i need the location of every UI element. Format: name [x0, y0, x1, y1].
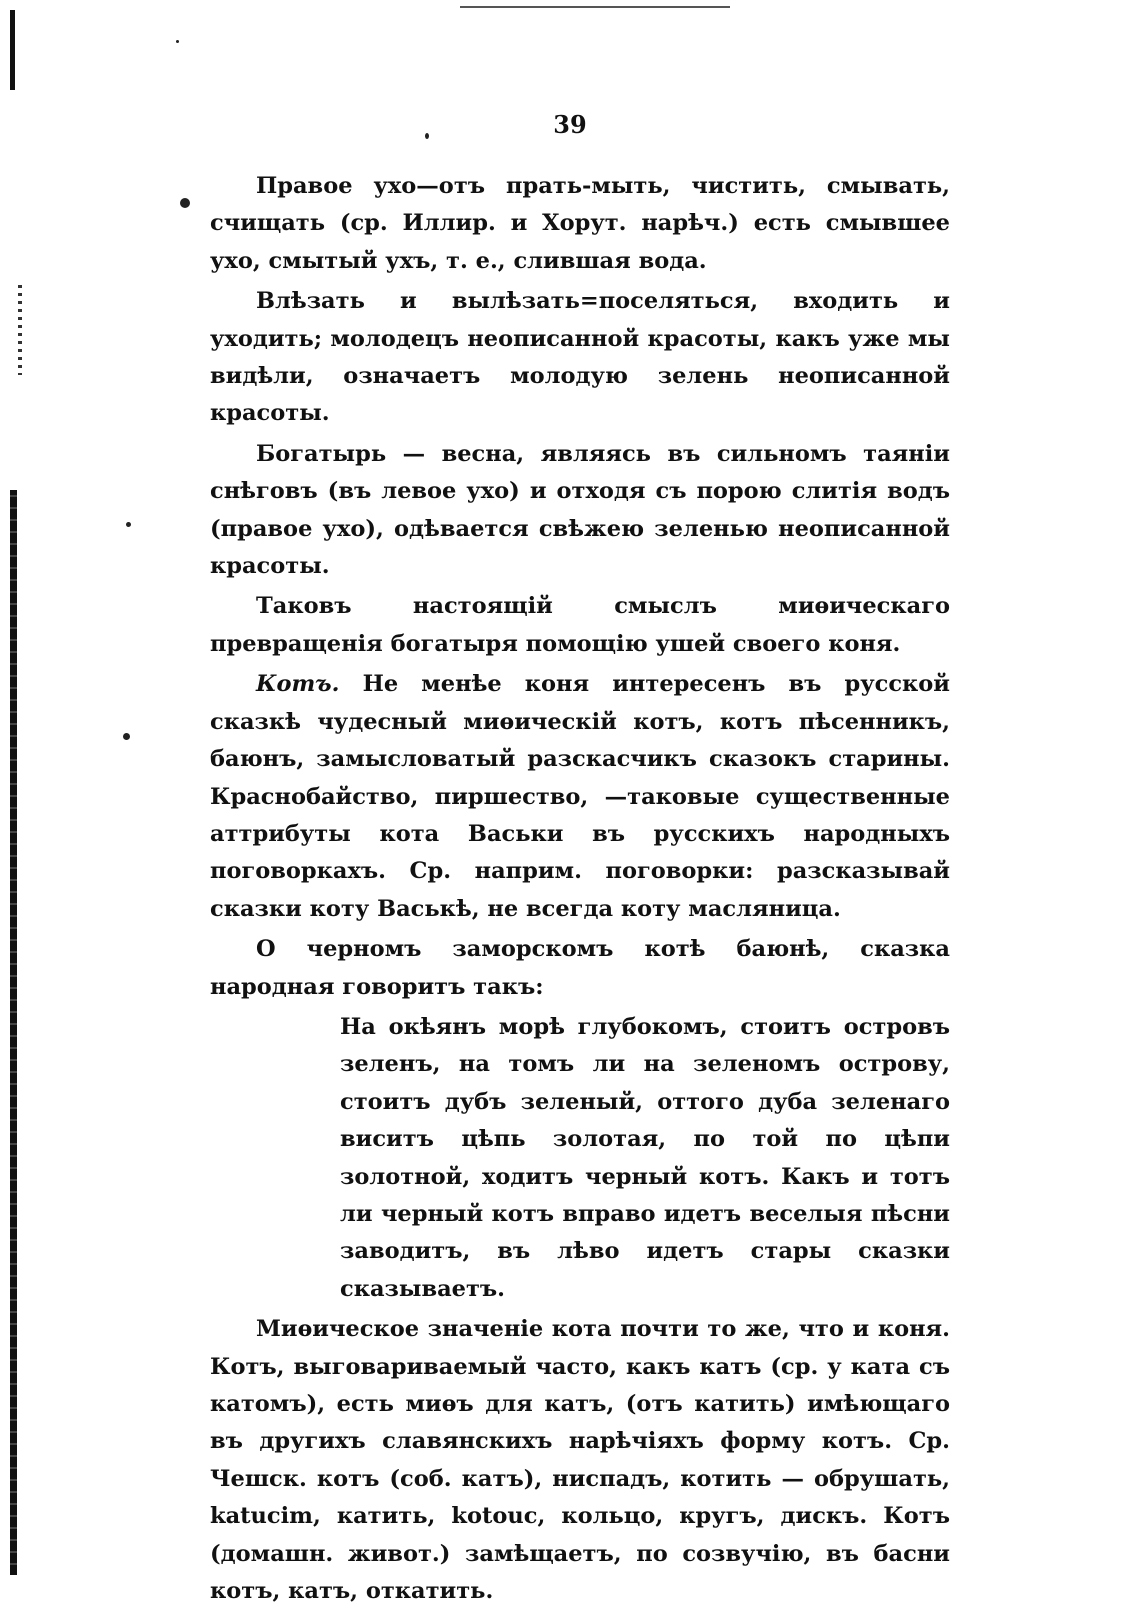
text-body: [210, 168, 950, 1613]
paragraph-cat-text: Не менѣе коня интересенъ въ русской сказкѣ чудесный миѳическiй котъ, котъ пѣсенникъ, баюнъ, замысловатый разскасчикъ сказокъ старины. Краснобайство, пиршество, —таковые существенные аттрибуты кота Васьки въ русскихъ народныхъ поговоркахъ. Ср. наприм. поговорки: разсказывай сказки коту Васькѣ, не всегда коту масляница.: [210, 671, 950, 922]
scan-edge-dots: [18, 285, 22, 375]
paragraph-enter-exit: Влѣзать и вылѣзать=поселяться, входить и уходить; молодецъ неописанной красоты, какъ уже мы видѣли, означаетъ молодую зелень неописанной красоты.: [210, 288, 950, 427]
paragraph-overseas-cat: О черномъ заморскомъ котѣ баюнѣ, сказка народная говоритъ такъ:: [210, 936, 950, 1000]
scan-speck: [126, 522, 131, 527]
scan-speck: [176, 40, 179, 43]
paragraph-hero-spring: Богатырь — весна, являясь въ сильномъ таянiи снѣговъ (въ левое ухо) и отходя съ порою слитiя водъ (правое ухо), одѣвается свѣжею зеленью неописанной красоты.: [210, 440, 950, 580]
scan-top-line: [460, 6, 730, 8]
scan-edge-top: [10, 10, 15, 90]
page-number: 39: [553, 110, 587, 139]
folk-tale-quote: На окѣянъ морѣ глубокомъ, стоитъ островъ зеленъ, на томъ ли на зеленомъ острову, стоитъ дубъ зеленый, оттого дуба зеленаго виситъ цѣпь золотая, по той по цѣпи золотной, ходитъ черный котъ. Какъ и тотъ ли черный котъ вправо идетъ веселыя пѣсни заводитъ, въ лѣво идетъ стары сказки сказываетъ.: [340, 1013, 950, 1302]
paragraph-true-meaning: Таковъ настоящiй смыслъ миѳическаго превращенiя богатыря помощiю ушей своего коня.: [210, 593, 950, 657]
scan-edge-bottom: [10, 490, 17, 1575]
section-heading-cat: Котъ.: [256, 671, 340, 698]
scan-speck: [123, 733, 130, 740]
paragraph-right-ear: Правое ухо—отъ прать-мыть, чистить, смывать, счищать (ср. Иллир. и Хорут. нарѣч.) есть смывшее ухо, смытый ухъ, т. е., слившая вода.: [210, 173, 950, 274]
paragraph-mythic-meaning: Миѳическое значенiе кота почти то же, что и коня. Котъ, выговариваемый часто, какъ катъ (ср. у ката съ катомъ), есть миѳъ для катъ, (отъ катить) имѣющаго въ другихъ славянскихъ нарѣчiяхъ форму котъ. Ср. Чешск. котъ (соб. катъ), ниспадъ, котить — обрушать, katucim, катить, kotouc, кольцо, кругъ, дискъ. Котъ (домашн. живот.) замѣщаетъ, по созвучiю, въ басни котъ, катъ, откатить.: [210, 1316, 950, 1605]
paragraph-cat: [210, 666, 950, 928]
scan-speck: [180, 198, 190, 208]
